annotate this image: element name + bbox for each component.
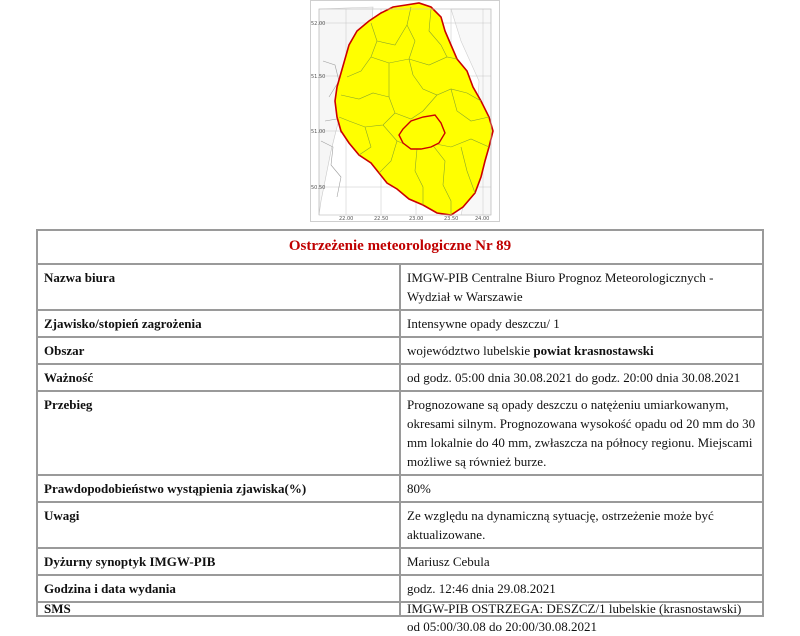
- warning-map: [310, 0, 500, 222]
- table-row: [37, 337, 763, 364]
- warning-title: Ostrzeżenie meteorologiczne Nr 89: [37, 230, 763, 264]
- table-row: [37, 602, 763, 616]
- table-row: [37, 364, 763, 391]
- lubelskie-map-svg: [311, 1, 499, 221]
- lon-label: 22.00: [339, 216, 354, 222]
- lat-label: 51.00: [311, 129, 326, 135]
- row-label-issued: Godzina i data wydania: [37, 575, 400, 602]
- row-value-forecaster: Mariusz Cebula: [400, 548, 763, 575]
- lon-label: 22.50: [374, 216, 389, 222]
- row-value-sms: [400, 601, 763, 634]
- row-value-area: [400, 337, 763, 364]
- row-value-validity: od godz. 05:00 dnia 30.08.2021 do godz. 20:00 dnia 30.08.2021: [400, 364, 763, 391]
- lon-label: 23.00: [409, 216, 424, 222]
- lon-label: 23.50: [444, 216, 459, 222]
- table-row: [37, 548, 763, 575]
- table-row: [37, 475, 763, 502]
- sms-value-text: IMGW-PIB OSTRZEGA: DESZCZ/1 lubelskie (krasnostawski) od 05:00/30.08 do 20:00/30.08.2021: [407, 601, 742, 634]
- row-value-phenomenon: Intensywne opady deszczu/ 1: [400, 310, 763, 337]
- row-label-phenomenon: Zjawisko/stopień zagrożenia: [37, 310, 400, 337]
- lat-label: 52.00: [311, 21, 326, 27]
- row-label-forecaster: Dyżurny synoptyk IMGW-PIB: [37, 548, 400, 575]
- row-label-probability: Prawdopodobieństwo wystąpienia zjawiska(%): [37, 475, 400, 502]
- table-row: [37, 310, 763, 337]
- row-value-office: IMGW-PIB Centralne Biuro Prognoz Meteorologicznych - Wydział w Warszawie: [400, 264, 763, 310]
- row-value-remarks: Ze względu na dynamiczną sytuację, ostrzeżenie może być aktualizowane.: [400, 502, 763, 548]
- row-value-probability: 80%: [400, 475, 763, 502]
- row-label-office: Nazwa biura: [37, 264, 400, 310]
- warning-title-row: [37, 230, 763, 264]
- table-row: [37, 264, 763, 310]
- sms-label-text: SMS: [44, 601, 71, 616]
- row-value-course: Prognozowane są opady deszczu o natężeniu umiarkowanym, okresami silnym. Prognozowana wysokość opadu od 20 mm do 30 mm lokalnie do 40 mm, zwłaszcza na północy regionu. Miejscami możliwe są również burze.: [400, 391, 763, 475]
- table-row: [37, 575, 763, 602]
- warning-table: [36, 229, 764, 634]
- row-label-area: Obszar: [37, 337, 400, 364]
- row-label-remarks: Uwagi: [37, 502, 400, 548]
- lon-label: 24.00: [475, 216, 490, 222]
- lat-label: 50.50: [311, 185, 326, 191]
- row-label-sms: [37, 602, 400, 616]
- row-label-course: Przebieg: [37, 391, 400, 475]
- row-value-issued: godz. 12:46 dnia 29.08.2021: [400, 575, 763, 602]
- table-row: [37, 391, 763, 475]
- lat-label: 51.50: [311, 74, 326, 80]
- area-voivodeship: województwo lubelskie: [407, 343, 531, 358]
- table-row: [37, 502, 763, 548]
- row-label-validity: Ważność: [37, 364, 400, 391]
- area-county: powiat krasnostawski: [533, 343, 654, 358]
